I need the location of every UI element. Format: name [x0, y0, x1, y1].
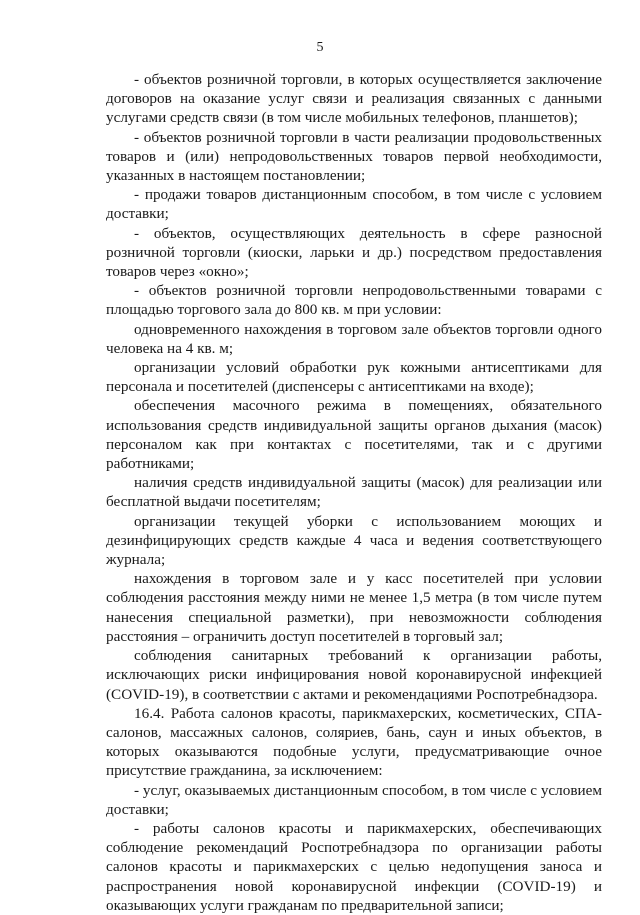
paragraph: - объектов, осуществляющих деятельность в сфере разносной розничной торговли (киоски, ларьки и др.) посредством предоставления товаров через «окно»;: [106, 224, 602, 281]
page-number: 5: [316, 40, 324, 55]
paragraph: - объектов розничной торговли непродовольственными товарами с площадью торгового зала до 800 кв. м при условии:: [106, 282, 602, 319]
paragraph: одновременного нахождения в торговом зале объектов торговли одного человека на 4 кв. м;: [106, 320, 602, 357]
paragraph: - работы салонов красоты и парикмахерских, обеспечивающих соблюдение рекомендаций Роспотребнадзора по организации работы салонов красоты и парикмахерских с целью недопущения заноса и распространения новой коронавирусной инфекции (COVID-19) и оказывающих услуги гражданам по предварительной записи;: [106, 819, 602, 914]
paragraph: - объектов розничной торговли в части реализации продовольственных товаров и (или) непродовольственных товаров первой необходимости, указанных в настоящем постановлении;: [106, 128, 602, 185]
paragraph: соблюдения санитарных требований к организации работы, исключающих риски инфицирования новой коронавирусной инфекцией (COVID-19), в соответствии с актами и рекомендациями Роспотребнадзора.: [106, 647, 602, 703]
document-body: [106, 70, 602, 915]
paragraph: - объектов розничной торговли, в которых осуществляется заключение договоров на оказание услуг связи и реализация связанных с данными услугами средств связи (в том числе мобильных телефонов, планшетов);: [106, 71, 602, 127]
paragraph: организации условий обработки рук кожными антисептиками для персонала и посетителей (диспенсеры с антисептиками на входе);: [106, 359, 602, 396]
paragraph: нахождения в торговом зале и у касс посетителей при условии соблюдения расстояния между ними не менее 1,5 метра (в том числе путем нанесения специальной разметки), при невозможности соблюдения расстояния – ограничить доступ посетителей в торговый зал;: [106, 570, 602, 645]
paragraph: организации текущей уборки с использованием моющих и дезинфицирующих средств каждые 4 часа и ведения соответствующего журнала;: [106, 512, 602, 569]
paragraph: обеспечения масочного режима в помещениях, обязательного использования средств индивидуальной защиты органов дыхания (масок) персоналом как при контактах с посетителями, так и с другими работниками;: [106, 397, 602, 473]
paragraph: наличия средств индивидуальной защиты (масок) для реализации или бесплатной выдачи посетителям;: [106, 474, 602, 511]
paragraph: 16.4. Работа салонов красоты, парикмахерских, косметических, СПА-салонов, массажных салонов, соляриев, бань, саун и иных объектов, в которых оказываются подобные услуги, предусматривающие очное присутствие гражданина, за исключением:: [106, 704, 602, 780]
paragraph: - услуг, оказываемых дистанционным способом, в том числе с условием доставки;: [106, 781, 602, 818]
paragraph: - продажи товаров дистанционным способом, в том числе с условием доставки;: [106, 186, 602, 223]
